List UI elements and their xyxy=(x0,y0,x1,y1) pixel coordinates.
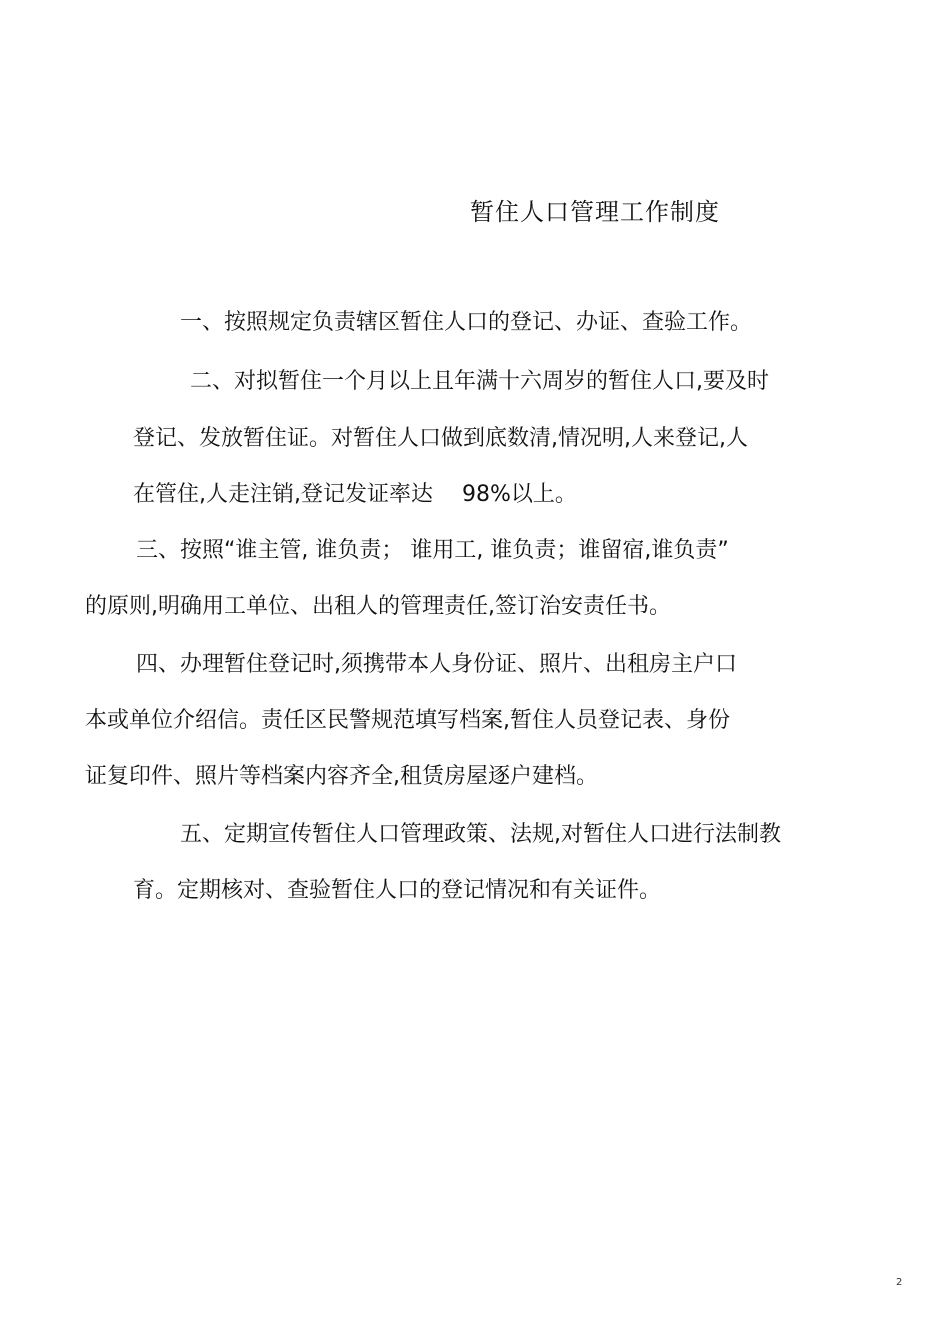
clause-4-line-1: 四、办理暂住登记时,须携带本人身份证、照片、出租房主户口 xyxy=(136,652,737,677)
clause-4-line-2: 本或单位介绍信。责任区民警规范填写档案,暂住人员登记表、身份 xyxy=(85,708,730,733)
clause-5-line-2: 育。定期核对、查验暂住人口的登记情况和有关证件。 xyxy=(133,878,662,903)
document-title: 暂住人口管理工作制度 xyxy=(470,198,720,226)
clause-1-line-1: 一、按照规定负责辖区暂住人口的登记、办证、查验工作。 xyxy=(180,310,753,335)
page-number: 2 xyxy=(896,1277,903,1288)
clause-2-line-2: 登记、发放暂住证。对暂住人口做到底数清,情况明,人来登记,人 xyxy=(133,426,748,451)
clause-5-line-1: 五、定期宣传暂住人口管理政策、法规,对暂住人口进行法制教 xyxy=(180,822,781,847)
clause-3-line-1: 三、按照“谁主管, 谁负责； 谁用工, 谁负责；谁留宿,谁负责” xyxy=(136,538,729,563)
clause-3-line-2: 的原则,明确用工单位、出租人的管理责任,签订治安责任书。 xyxy=(85,594,671,619)
clause-2-line-3: 在管住,人走注销,登记发证率达 98%以上。 xyxy=(133,482,577,507)
clause-4-line-3: 证复印件、照片等档案内容齐全,租赁房屋逐户建档。 xyxy=(85,764,598,789)
clause-2-line-1: 二、对拟暂住一个月以上且年满十六周岁的暂住人口,要及时 xyxy=(190,369,769,394)
